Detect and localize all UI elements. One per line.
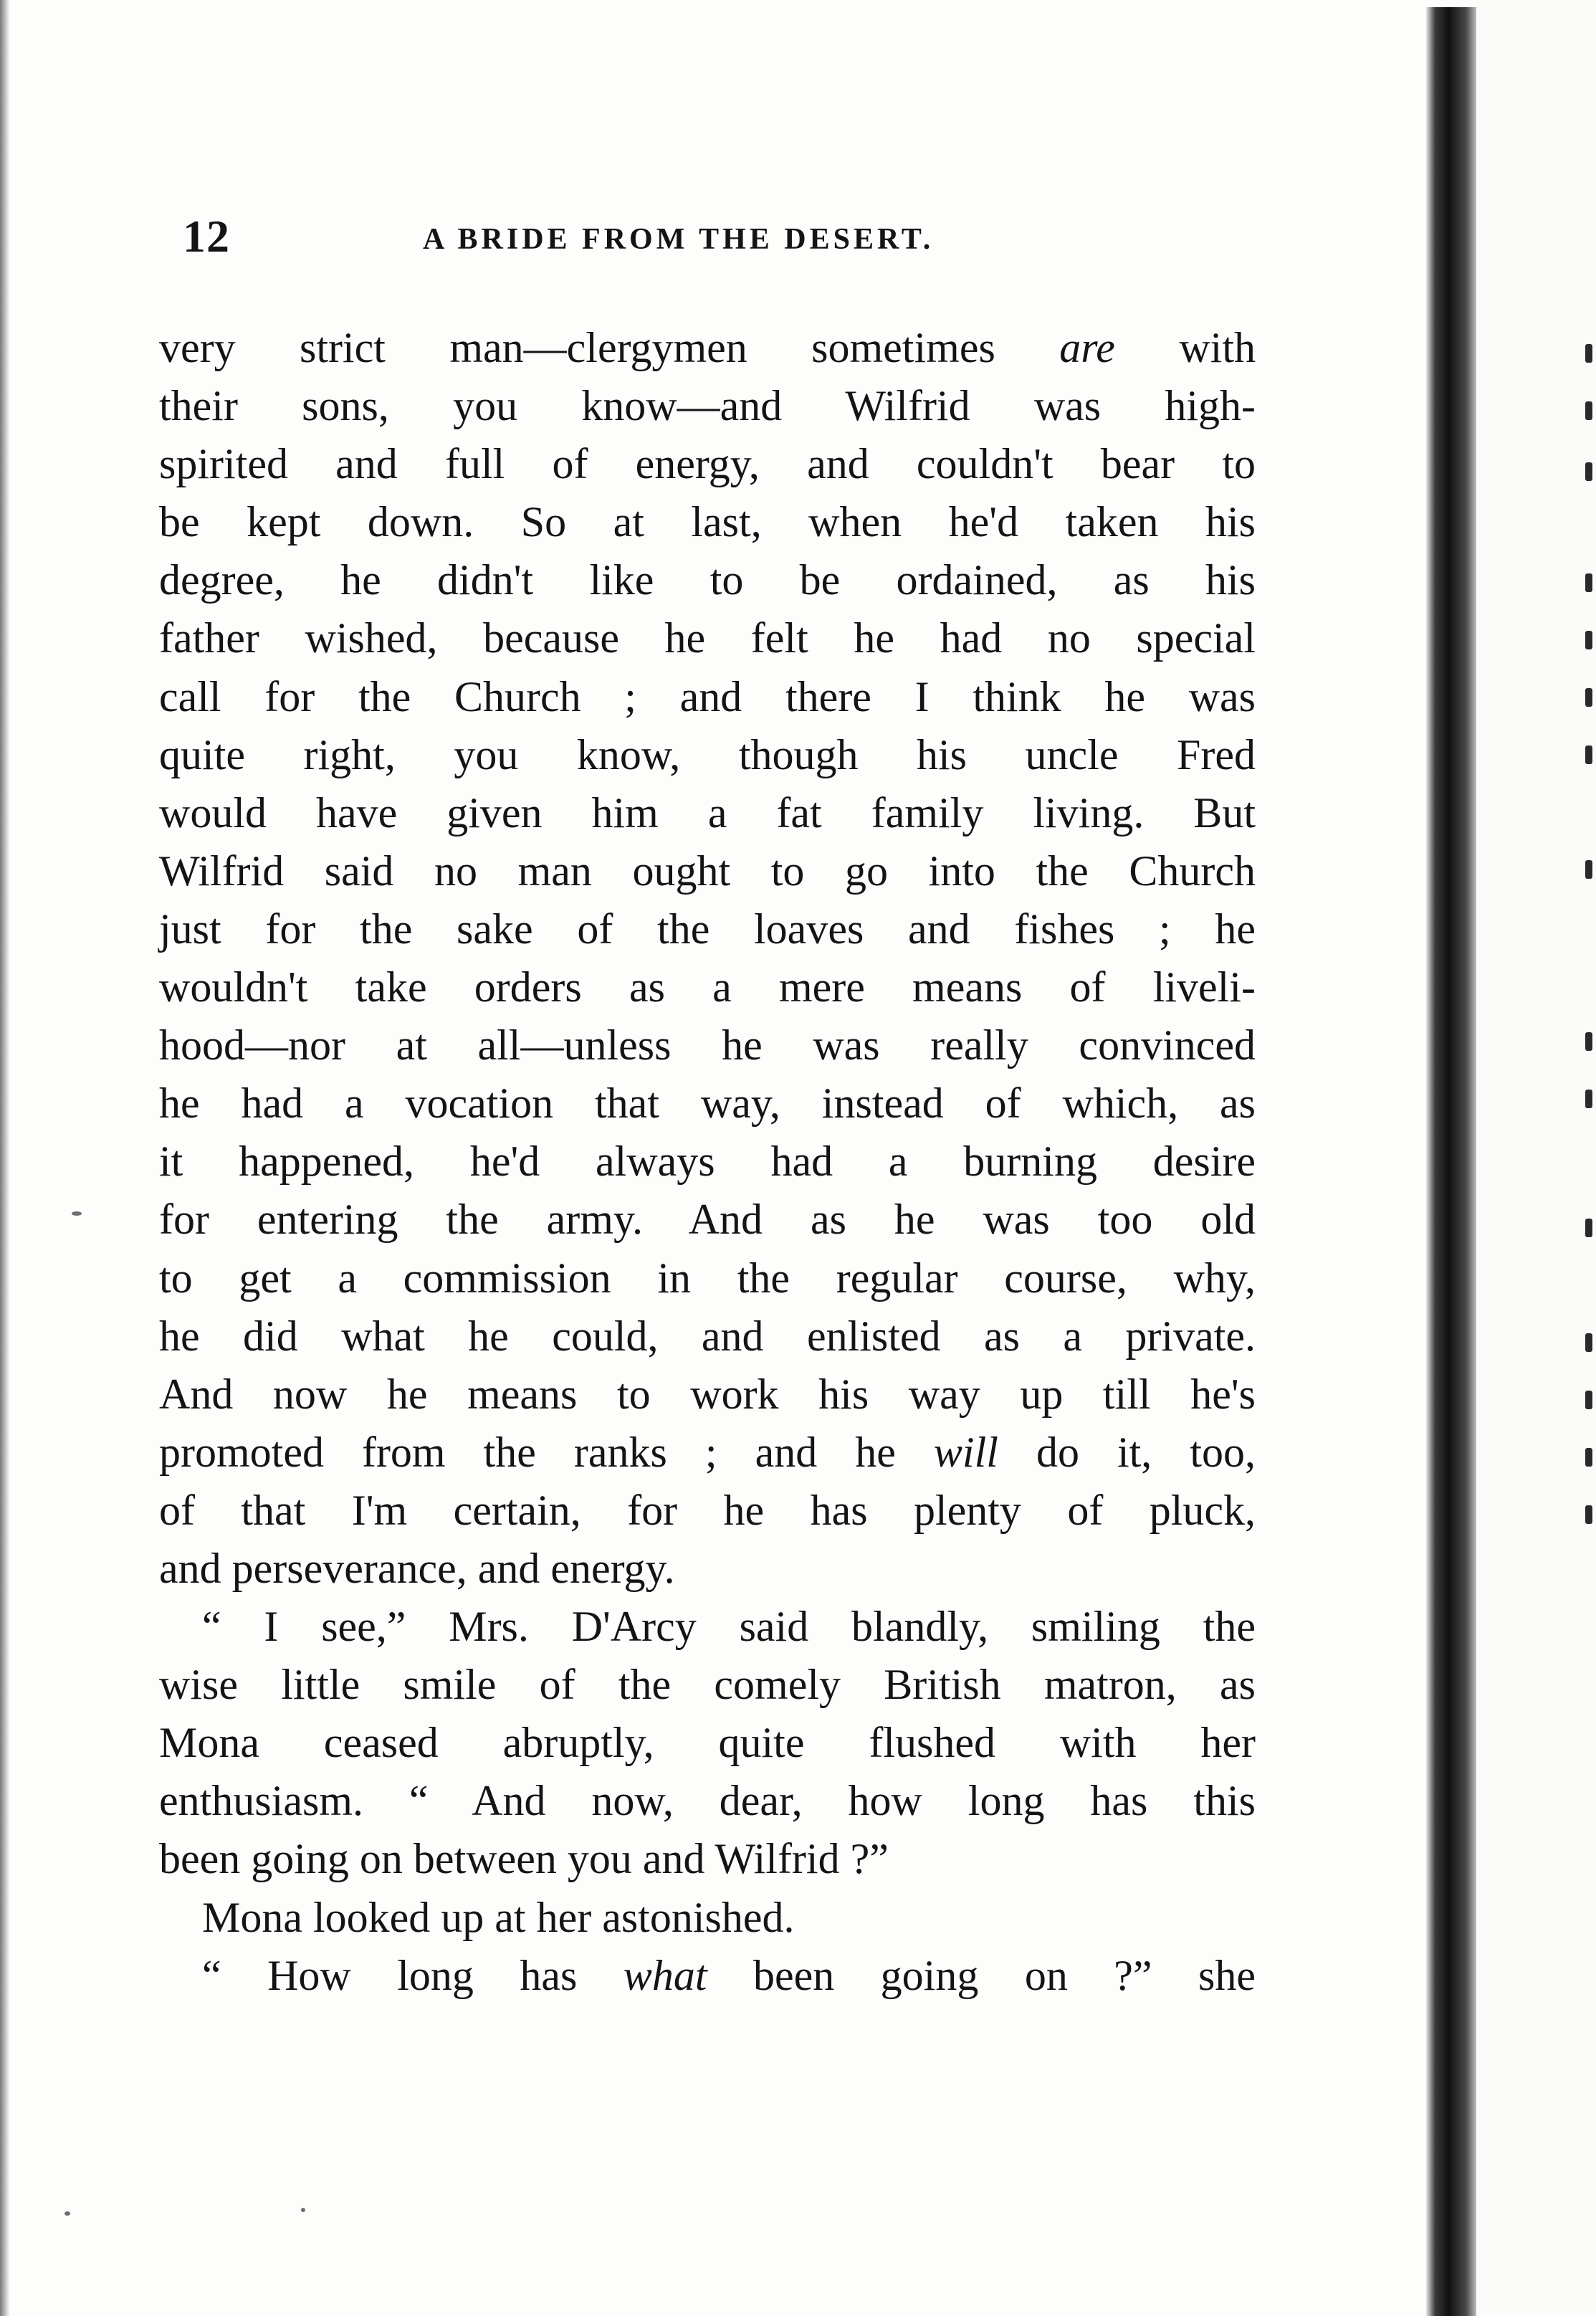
text-line — [159, 1249, 1256, 1307]
running-head — [183, 208, 1258, 272]
text-run: “ I see,” Mrs. D'Arcy said blandly, smiling the — [202, 1603, 1256, 1651]
facing-page-mark — [1585, 1333, 1592, 1352]
facing-page-mark — [1585, 631, 1592, 649]
facing-page-mark — [1585, 860, 1592, 879]
text-line — [159, 1656, 1256, 1714]
text-run: wouldn't take orders as a mere means of liveli- — [159, 963, 1256, 1011]
page-number: 12 — [183, 211, 230, 262]
text-line — [159, 1016, 1256, 1074]
text-line — [159, 958, 1256, 1016]
facing-page-mark — [1585, 688, 1592, 707]
facing-page-edge — [1476, 0, 1596, 2316]
facing-page-mark — [1585, 1391, 1592, 1409]
text-run: do it, too, — [998, 1428, 1256, 1476]
text-run: would have given him a fat family living. But — [159, 788, 1256, 837]
text-run: been going on between you and Wilfrid ?” — [159, 1835, 889, 1883]
page-speck — [301, 2208, 305, 2212]
emphasis-text: what — [623, 1951, 707, 1999]
facing-page-mark — [1585, 1219, 1592, 1237]
text-run: degree, he didn't like to be ordained, as his — [159, 556, 1256, 604]
text-line — [159, 609, 1256, 667]
text-line — [159, 726, 1256, 784]
text-line — [159, 1830, 1256, 1888]
text-run: spirited and full of energy, and couldn't bear to — [159, 440, 1256, 488]
text-run: their sons, you know—and Wilfrid was high- — [159, 382, 1256, 430]
facing-page-mark — [1585, 344, 1592, 363]
text-line — [159, 1424, 1256, 1482]
text-run: for entering the army. And as he was too old — [159, 1196, 1256, 1244]
text-run: he did what he could, and enlisted as a private. — [159, 1312, 1256, 1360]
text-run: wise little smile of the comely British matron, as — [159, 1661, 1256, 1709]
facing-page-mark — [1585, 745, 1592, 764]
page-speck — [64, 2211, 70, 2216]
text-line — [159, 668, 1256, 726]
text-line — [159, 551, 1256, 609]
text-line — [159, 377, 1256, 435]
text-run: quite right, you know, though his uncle Fred — [159, 730, 1256, 778]
text-run: Mona looked up at her astonished. — [202, 1893, 795, 1941]
body-text — [159, 319, 1256, 2005]
facing-page-mark — [1585, 573, 1592, 592]
text-line — [159, 784, 1256, 842]
text-line — [159, 1540, 1256, 1598]
text-line — [159, 900, 1256, 958]
page-left-edge — [0, 0, 10, 2316]
facing-page-mark — [1585, 401, 1592, 420]
text-run: just for the sake of the loaves and fishes ; he — [159, 905, 1256, 953]
page-speck — [72, 1211, 82, 1216]
facing-page-mark — [1585, 1090, 1592, 1108]
text-run: promoted from the ranks ; and he — [159, 1428, 934, 1476]
text-run: father wished, because he felt he had no special — [159, 614, 1256, 662]
text-line — [159, 1889, 1256, 1947]
text-line — [159, 1714, 1256, 1772]
text-run: Wilfrid said no man ought to go into the Church — [159, 847, 1256, 895]
book-gutter-shadow — [1426, 7, 1476, 2316]
text-line — [159, 1074, 1256, 1133]
text-line — [159, 1366, 1256, 1424]
text-run: been going on ?” she — [707, 1951, 1256, 1999]
text-run: he had a vocation that way, instead of which, as — [159, 1080, 1256, 1128]
text-run: it happened, he'd always had a burning desire — [159, 1138, 1256, 1186]
text-line — [159, 1133, 1256, 1191]
text-run: be kept down. So at last, when he'd taken his — [159, 498, 1256, 546]
text-run: “ How long has — [202, 1951, 623, 1999]
text-line — [159, 319, 1256, 377]
text-line — [159, 1482, 1256, 1540]
facing-page-mark — [1585, 462, 1592, 481]
text-run: to get a commission in the regular course, why, — [159, 1254, 1256, 1302]
text-line — [159, 493, 1256, 551]
running-title: A BRIDE FROM THE DESERT. — [423, 223, 935, 256]
facing-page-mark — [1585, 1032, 1592, 1051]
text-run: Mona ceased abruptly, quite flushed with her — [159, 1719, 1256, 1767]
text-line — [159, 1598, 1256, 1656]
text-line — [159, 1772, 1256, 1830]
text-run: call for the Church ; and there I think he was — [159, 672, 1256, 720]
facing-page-mark — [1585, 1505, 1592, 1524]
text-run: enthusiasm. “ And now, dear, how long has this — [159, 1777, 1256, 1825]
text-run: of that I'm certain, for he has plenty of pluck, — [159, 1486, 1256, 1534]
text-line — [159, 1947, 1256, 2005]
text-run: very strict man—clergymen sometimes — [159, 324, 1060, 371]
text-line — [159, 1191, 1256, 1249]
emphasis-text: are — [1059, 324, 1115, 371]
text-run: and perseverance, and energy. — [159, 1544, 675, 1592]
emphasis-text: will — [933, 1428, 998, 1476]
facing-page-mark — [1585, 1448, 1592, 1467]
text-line — [159, 435, 1256, 493]
text-line — [159, 1307, 1256, 1366]
text-run: And now he means to work his way up till he's — [159, 1370, 1256, 1418]
text-line — [159, 842, 1256, 900]
text-run: hood—nor at all—unless he was really convinced — [159, 1021, 1256, 1069]
text-run: with — [1114, 324, 1256, 371]
